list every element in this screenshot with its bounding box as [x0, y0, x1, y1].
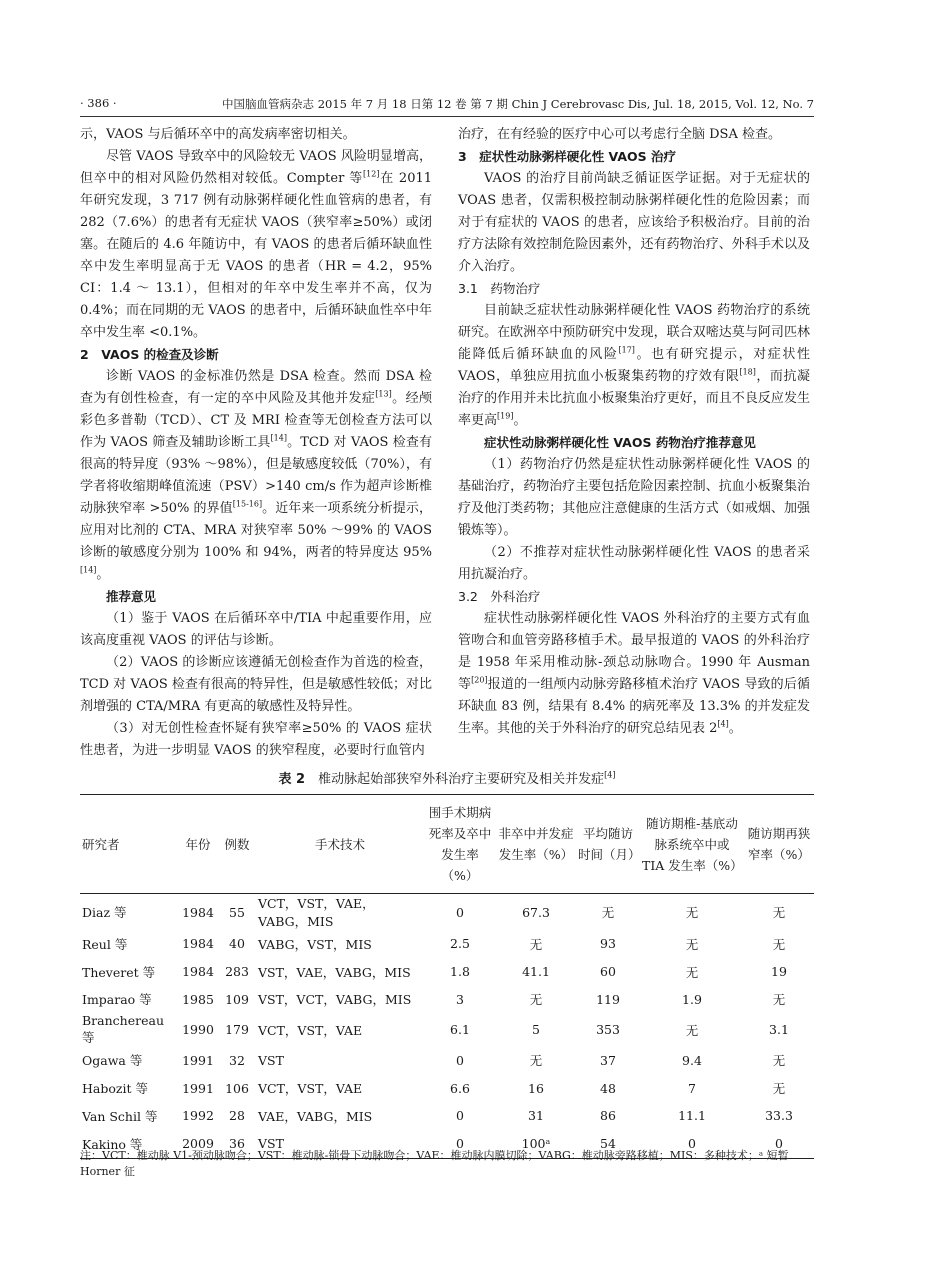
- table-cell: 37: [600, 1052, 616, 1068]
- text: 。: [513, 413, 527, 428]
- citation-ref: [13]: [375, 389, 392, 399]
- table-cell: 0: [456, 1052, 464, 1068]
- table-cell: 无: [772, 1081, 786, 1097]
- table-cell: 0: [424, 1130, 496, 1158]
- table-row: [80, 930, 814, 958]
- table-cell: 93: [600, 936, 616, 952]
- text: 。: [96, 567, 110, 582]
- table-cell: Branchereau 等: [82, 1013, 164, 1046]
- table-cell: 0: [640, 1130, 744, 1158]
- table-row: [80, 1046, 814, 1074]
- table-cell: 3.1: [769, 1022, 789, 1038]
- table-cell: 67.3: [522, 904, 550, 920]
- table-cell: VAE，VABG，MIS: [258, 1108, 373, 1124]
- recommendation-heading: 症状性动脉粥样硬化性 VAOS 药物治疗推荐意见: [484, 435, 756, 450]
- table-cell: 55: [229, 904, 245, 920]
- table-footnote: 注：VCT：椎动脉 V1-颈动脉吻合；VST：椎动脉-锁骨下动脉吻合；VAE：椎动脉内膜切除；VABG：椎动脉旁路移植；MIS：多种技术；ᵃ 短暂 Horner 征: [80, 1149, 789, 1178]
- table-cell: 9.4: [682, 1052, 702, 1068]
- text: 。TCD 对 VAOS 检查有很高的特异度（93% ～98%），但是敏感度较低（70%），有学者将收缩期峰值流速（PSV）>140 cm/s 作为超声诊断椎动脉狭窄率 >50% 的界值: [80, 435, 432, 516]
- citation-ref: [17]: [618, 345, 635, 355]
- table-cell: 1984: [182, 904, 214, 920]
- table-cell: 283: [225, 964, 249, 980]
- paragraph: [80, 146, 432, 344]
- table-cell: 1984: [182, 964, 214, 980]
- data-table: [80, 794, 814, 1159]
- column-header: 手术技术: [256, 795, 424, 894]
- table-cell: 6.1: [450, 1022, 470, 1038]
- table-cell: 40: [229, 936, 245, 952]
- citation-ref: [4]: [717, 719, 729, 729]
- table-label: 表 2: [278, 772, 306, 787]
- text: 报道的一组颅内动脉旁路移植术治疗 VAOS 导致的后循环缺血 83 例，结果有 8.4% 的病死率及 13.3% 的并发症发生率。其他的关于外科治疗的研究总结见表 2: [458, 677, 810, 736]
- table-cell: VST，VCT，VABG，MIS: [258, 992, 412, 1008]
- table-cell: 48: [600, 1080, 616, 1096]
- table-cell: Reul 等: [82, 936, 128, 952]
- table-cell: 无: [685, 964, 699, 980]
- table-row: [80, 958, 814, 986]
- journal-citation: 中国脑血管病杂志 2015 年 7 月 18 日第 12 卷 第 7 期 Chin J Cerebrovasc Dis, Jul. 18, 2015, Vol. 12, No. 7: [222, 97, 814, 111]
- table-cell: 0: [456, 1108, 464, 1124]
- table-cell: 无: [529, 1053, 543, 1069]
- table-cell: 100ᵃ: [496, 1130, 576, 1158]
- table-cell: VST: [256, 1130, 424, 1158]
- citation-ref: [12]: [363, 169, 380, 179]
- section-heading: 2 VAOS 的检查及诊断: [80, 347, 219, 362]
- table-cell: 106: [225, 1080, 249, 1096]
- table-cell: 32: [229, 1052, 245, 1068]
- table-title: 椎动脉起始部狭窄外科治疗主要研究及相关并发症: [305, 772, 605, 787]
- recommendation-item: （1）药物治疗仍然是症状性动脉粥样硬化性 VAOS 的基础治疗，药物治疗主要包括危险因素控制、抗血小板聚集治疗及他汀类药物；其他应注意健康的生活方式（如戒烟、加强锻炼等）。: [458, 457, 810, 538]
- page-header: [80, 96, 814, 117]
- table-cell: 11.1: [678, 1108, 706, 1124]
- table-cell: 1990: [182, 1022, 214, 1038]
- table-cell: 60: [600, 964, 616, 980]
- table-row: [80, 1074, 814, 1102]
- table-cell: VST: [258, 1052, 284, 1068]
- table-cell: 16: [528, 1080, 544, 1096]
- recommendation-item: （3）对无创性检查怀疑有狭窄率≥50% 的 VAOS 症状性患者，为进一步明显 VAOS 的狭窄程度，必要时行血管内: [80, 721, 432, 758]
- table-cell: 33.3: [765, 1108, 793, 1124]
- table-cell: 0: [744, 1130, 814, 1158]
- text: 症状性动脉粥样硬化性 VAOS 外科治疗的主要方式有血管吻合和血管旁路移植手术。最早报道的 VAOS 的外科治疗是 1958 年采用椎动脉-颈总动脉吻合。1990 年 Ausman 等: [458, 611, 810, 692]
- table-row: [80, 894, 814, 931]
- table-cell: 5: [532, 1022, 540, 1038]
- column-header: 随访期椎-基底动脉系统卒中或 TIA 发生率（%）: [640, 795, 744, 894]
- column-header: 平均随访时间（月）: [576, 795, 640, 894]
- table-cell: 86: [600, 1108, 616, 1124]
- table-cell: 无: [772, 936, 786, 952]
- table-cell: 无: [685, 936, 699, 952]
- table-cell: 1992: [182, 1108, 214, 1124]
- table-header-row: [80, 795, 814, 894]
- citation-ref: [15-16]: [232, 499, 263, 509]
- table-cell: 109: [225, 991, 249, 1007]
- column-header: 研究者: [80, 795, 178, 894]
- table-cell: VCT，VST，VAE: [258, 1022, 363, 1038]
- paragraph: VAOS 的治疗目前尚缺乏循证医学证据。对于无症状的 VOAS 患者，仅需积极控制动脉粥样硬化性的危险因素；而对于有症状的 VAOS 的患者，应该给予积极治疗。目前的治疗方法除有效控制危险因素外，还有药物治疗、外科手术以及介入治疗。: [458, 171, 810, 274]
- table-cell: 无: [772, 992, 786, 1008]
- text: 。: [728, 721, 742, 736]
- table-cell: 0: [456, 904, 464, 920]
- table-cell: 119: [596, 991, 620, 1007]
- citation-ref: [19]: [497, 411, 514, 421]
- table-cell: 41.1: [522, 964, 550, 980]
- citation-ref: [4]: [604, 770, 616, 780]
- table-cell: Ogawa 等: [82, 1053, 143, 1069]
- table-cell: VCT，VST，VAE，VABG，MIS: [258, 896, 375, 929]
- column-header: 年份: [178, 795, 218, 894]
- table-cell: 1991: [182, 1080, 214, 1096]
- table-caption: [80, 768, 814, 787]
- text: 在 2011 年研究发现，3 717 例有动脉粥样硬化性血管病的患者，有 282（7.6%）的患者有无症状 VAOS（狭窄率≥50%）或闭塞。在随后的 4.6 年随访中，有 VAOS 的患者后循环缺血性卒中发生率明显高于无 VAOS 的患者（HR = 4.2，95% CI：1.4 ～ 13.1），但相对的年卒中发生率并不高，仅为 0.4%；而在同期的无 VAOS 的患者中，后循环缺血性卒中年卒中发生率 <0.1%。: [80, 171, 433, 340]
- table-cell: Imparao 等: [82, 992, 152, 1008]
- table-cell: 1985: [182, 991, 214, 1007]
- text: 。经颅彩色多普勒（TCD）、CT 及 MRI 检查等无创检查方法可以作为 VAOS 筛查及辅助诊断工具: [80, 391, 432, 450]
- recommendation-item: （2）VAOS 的诊断应该遵循无创检查作为首选的检查，TCD 对 VAOS 检查有很高的特异性，但是敏感性较低；对比剂增强的 CTA/MRA 有更高的敏感性及特异性。: [80, 655, 432, 714]
- paragraph: 示，VAOS 与后循环卒中的高发病率密切相关。: [80, 127, 356, 142]
- table-cell: 6.6: [450, 1080, 470, 1096]
- subsection-heading: 3.2 外科治疗: [458, 589, 541, 604]
- table-cell: 无: [772, 905, 786, 920]
- table-row: [80, 1013, 814, 1046]
- column-header: 围手术期病死率及卒中发生率（%）: [424, 795, 496, 894]
- citation-ref: [14]: [270, 433, 287, 443]
- table-cell: 2.5: [450, 936, 470, 952]
- text: 尽管 VAOS 导致卒中的风险较无 VAOS 风险明显增高，但卒中的相对风险仍然相对较低。Compter 等: [80, 149, 432, 186]
- table-cell: 无: [529, 936, 543, 952]
- text: ，而抗凝治疗的作用并未比抗血小板聚集治疗更好，而且不良反应发生率更高: [458, 369, 810, 428]
- table-cell: VABG，VST，MIS: [258, 936, 372, 952]
- table-cell: 无: [685, 1022, 699, 1038]
- table-cell: Van Schil 等: [82, 1108, 158, 1124]
- text: 。也有研究提示，对症状性 VAOS，单独应用抗血小板聚集药物的疗效有限: [458, 347, 810, 384]
- table-cell: 179: [225, 1022, 249, 1038]
- table-cell: 无: [529, 992, 543, 1008]
- text: 。近年来一项系统分析提示，应用对比剂的 CTA、MRA 对狭窄率 50% ～99% 的 VAOS 诊断的敏感度分别为 100% 和 94%，两者的特异度达 95%: [80, 501, 432, 560]
- paragraph: [458, 300, 810, 432]
- left-column: [80, 124, 432, 762]
- column-header: 例数: [218, 795, 256, 894]
- citation-ref: [20]: [471, 675, 488, 685]
- table-cell: 19: [771, 964, 787, 980]
- recommendation-item: （1）鉴于 VAOS 在后循环卒中/TIA 中起重要作用，应该高度重视 VAOS 的评估与诊断。: [80, 611, 432, 648]
- table-cell: 无: [601, 905, 615, 920]
- table-cell: Habozit 等: [82, 1081, 148, 1097]
- table-cell: VCT，VST，VAE: [258, 1081, 363, 1097]
- column-header: 随访期再狭窄率（%）: [744, 795, 814, 894]
- text: 目前缺乏症状性动脉粥样硬化性 VAOS 药物治疗的系统研究。在欧洲卒中预防研究中发现，联合双嘧达莫与阿司匹林能降低后循环缺血的风险: [458, 303, 810, 362]
- recommendation-heading: 推荐意见: [106, 589, 157, 604]
- table-cell: 无: [685, 905, 699, 920]
- citation-ref: [14]: [80, 565, 97, 575]
- table-row: [80, 1102, 814, 1130]
- table-cell: 28: [229, 1108, 245, 1124]
- table-cell: 54: [576, 1130, 640, 1158]
- table-cell: 3: [456, 991, 464, 1007]
- table-cell: 1991: [182, 1052, 214, 1068]
- table-cell: 7: [688, 1080, 696, 1096]
- citation-ref: [18]: [739, 367, 756, 377]
- column-header: 非卒中并发症发生率（%）: [496, 795, 576, 894]
- recommendation-item: （2）不推荐对症状性动脉粥样硬化性 VAOS 的患者采用抗凝治疗。: [458, 545, 810, 582]
- table-cell: 无: [772, 1053, 786, 1069]
- table-cell: 1984: [182, 936, 214, 952]
- table-cell: 2009: [178, 1130, 218, 1158]
- subsection-heading: 3.1 药物治疗: [458, 281, 541, 296]
- table-cell: Diaz 等: [82, 905, 127, 920]
- table-cell: Theveret 等: [82, 964, 156, 980]
- table-cell: VST，VAE，VABG，MIS: [258, 964, 411, 980]
- right-column: [458, 124, 810, 740]
- table-cell: 1.8: [450, 964, 470, 980]
- section-heading: 3 症状性动脉粥样硬化性 VAOS 治疗: [458, 149, 677, 164]
- text: 诊断 VAOS 的金标准仍然是 DSA 检查。然而 DSA 检查为有创性检查，有一定的卒中风险及其他并发症: [80, 369, 432, 406]
- paragraph: [80, 366, 432, 586]
- table-cell: 353: [596, 1022, 620, 1038]
- paragraph: 治疗，在有经验的医疗中心可以考虑行全脑 DSA 检查。: [458, 127, 781, 142]
- table-cell: Kakino 等: [80, 1130, 178, 1158]
- table-row: [80, 986, 814, 1014]
- page-number: · 386 ·: [80, 96, 117, 110]
- table-cell: 1.9: [682, 991, 702, 1007]
- table-cell: 36: [218, 1130, 256, 1158]
- table-cell: 31: [528, 1108, 544, 1124]
- paragraph: [458, 608, 810, 740]
